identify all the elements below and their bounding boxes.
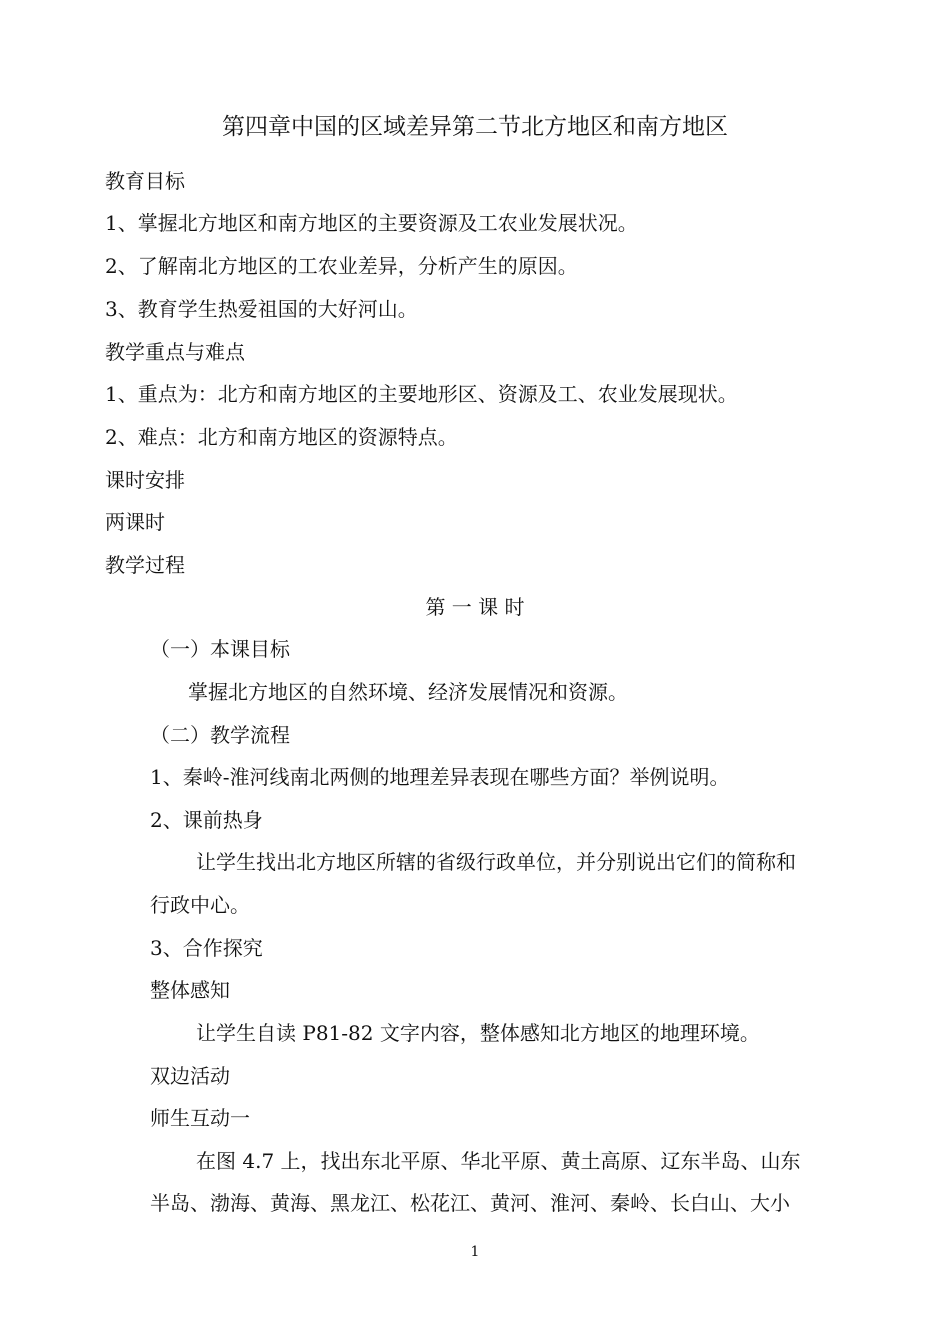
flow-item-1: 1、秦岭-淮河线南北两侧的地理差异表现在哪些方面？举例说明。: [150, 765, 730, 789]
process-heading: 教学过程: [105, 553, 185, 577]
section2-heading: （二）教学流程: [150, 723, 290, 747]
key-point-2: 2、难点：北方和南方地区的资源特点。: [105, 425, 458, 449]
overall-text: 让学生自读 P81-82 文字内容，整体感知北方地区的地理环境。: [196, 1021, 760, 1045]
page-number: 1: [470, 1244, 480, 1260]
document-title: 第四章中国的区域差异第二节北方地区和南方地区: [222, 114, 728, 140]
section1-heading: （一）本课目标: [150, 637, 290, 661]
schedule-value: 两课时: [105, 510, 165, 534]
flow-item-2: 2、课前热身: [150, 808, 263, 832]
overall-heading: 整体感知: [150, 978, 230, 1002]
key-points-heading: 教学重点与难点: [105, 340, 245, 364]
interaction-heading: 师生互动一: [150, 1106, 250, 1130]
interaction-text-line-2: 半岛、渤海、黄海、黑龙江、松花江、黄河、淮河、秦岭、长白山、大小: [150, 1191, 790, 1215]
flow-item-3: 3、合作探究: [150, 936, 263, 960]
interaction-text-line-1: 在图 4.7 上，找出东北平原、华北平原、黄土高原、辽东半岛、山东: [196, 1149, 801, 1173]
warmup-text-line-2: 行政中心。: [150, 893, 250, 917]
section1-text: 掌握北方地区的自然环境、经济发展情况和资源。: [188, 680, 628, 704]
goal-item-2: 2、了解南北方地区的工农业差异，分析产生的原因。: [105, 254, 578, 278]
key-point-1: 1、重点为：北方和南方地区的主要地形区、资源及工、农业发展现状。: [105, 382, 738, 406]
goal-item-3: 3、教育学生热爱祖国的大好河山。: [105, 297, 418, 321]
bilateral-heading: 双边活动: [150, 1064, 230, 1088]
warmup-text-line-1: 让学生找出北方地区所辖的省级行政单位，并分别说出它们的简称和: [196, 850, 796, 874]
goals-heading: 教育目标: [105, 169, 185, 193]
goal-item-1: 1、掌握北方地区和南方地区的主要资源及工农业发展状况。: [105, 211, 638, 235]
schedule-heading: 课时安排: [105, 468, 185, 492]
lesson-heading: 第 一 课 时: [425, 595, 525, 619]
